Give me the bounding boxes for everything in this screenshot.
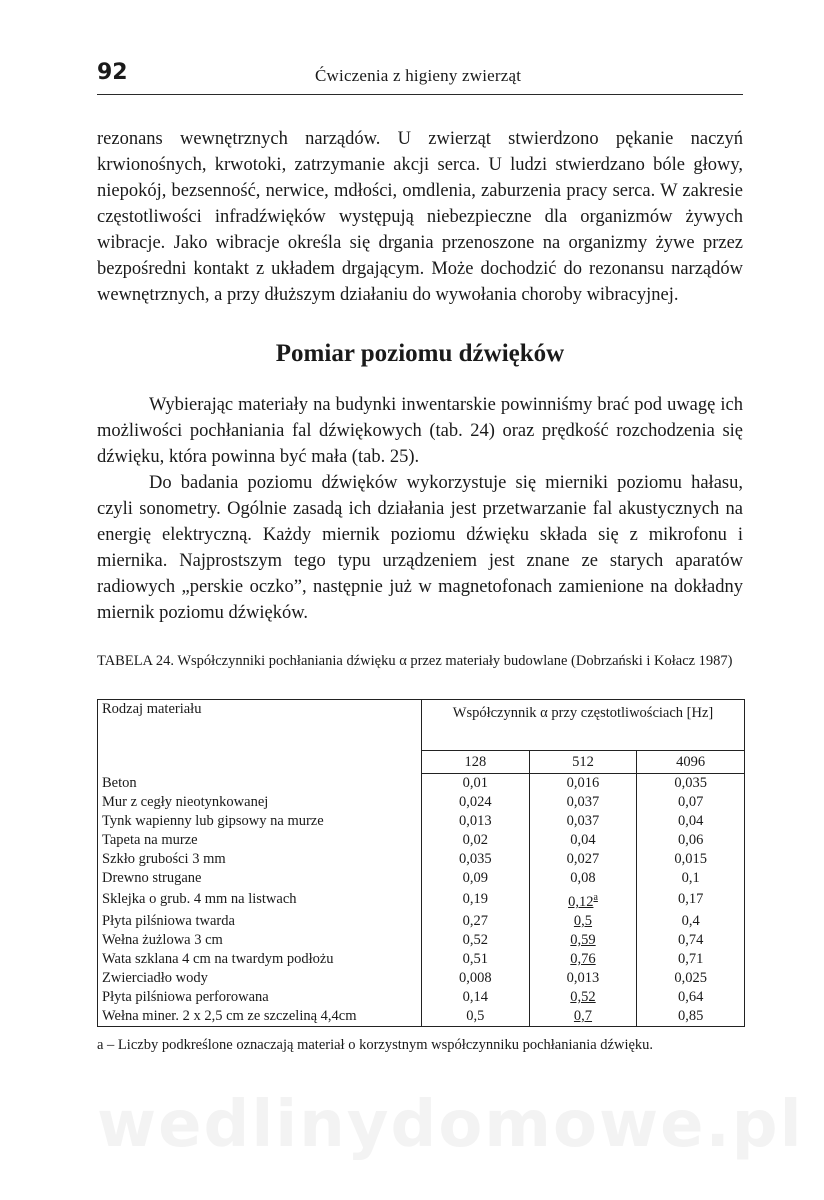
cell-value-4096: 0,025 <box>637 969 745 988</box>
cell-value-4096: 0,015 <box>637 850 745 869</box>
cell-material: Mur z cegły nieotynkowanej <box>98 793 422 812</box>
cell-value-512 <box>529 869 637 888</box>
cell-value-4096: 0,035 <box>637 774 745 794</box>
table-row <box>98 812 745 831</box>
table-row <box>98 869 745 888</box>
value-512-text: 0,027 <box>566 851 600 867</box>
cell-value-128: 0,5 <box>422 1007 530 1027</box>
cell-material: Zwierciadło wody <box>98 969 422 988</box>
value-512-text: 0,037 <box>566 794 600 810</box>
table-row <box>98 950 745 969</box>
table-row <box>98 988 745 1007</box>
cell-value-512 <box>529 774 637 794</box>
cell-value-512 <box>529 831 637 850</box>
value-512-text: 0,013 <box>566 969 600 986</box>
cell-value-128: 0,27 <box>422 912 530 931</box>
section-title: Pomiar poziomu dźwięków <box>275 340 565 367</box>
sonometers-paragraph-text: Do badania poziomu dźwięków wykorzystuje się mierniki poziomu hałasu, czyli sonometry. Ogólnie zasadą ich działania jest przetwarzanie fal akustycznych na energię elektryczną. Każdy miernik poziomu dźwięku składa się z mikrofonu i miernika. Najprostszym tego typu urządzeniem jest znane ze starych aparatów radiowych „perskie oczko”, następnie już w magnetofonach zamienione na dokładny miernik poziomu dźwięków. <box>97 473 743 623</box>
table-row <box>98 912 745 931</box>
value-512-text: 0,12 <box>568 893 594 910</box>
cell-value-128: 0,52 <box>422 931 530 950</box>
cell-value-4096: 0,4 <box>637 912 745 931</box>
header-freq-512: 512 <box>529 751 637 774</box>
cell-value-512 <box>529 888 637 912</box>
value-512-text: 0,52 <box>570 988 596 1005</box>
intro-paragraph-text: rezonans wewnętrznych narządów. U zwierząt stwierdzono pękanie naczyń krwionośnych, krwotoki, zatrzymanie akcji serca. U ludzi stwierdzano bóle głowy, niepokój, bezsenność, nerwice, mdłości, omdlenia, zaburzenia pracy serca. W zakresie częstotliwości infradźwięków występują niebezpieczne dla organizmów żywych wibracje. Jako wibracje określa się drgania przenoszone na organizmy żywe przez bezpośredni kontakt z układem drgającym. Może dochodzić do rezonansu narządów wewnętrznych, a przy dłuższym działaniu do wywołania choroby wibracyjnej. <box>97 129 743 305</box>
cell-value-4096: 0,64 <box>637 988 745 1007</box>
cell-material: Płyta pilśniowa twarda <box>98 912 422 931</box>
footnote-marker: a <box>593 892 598 903</box>
value-512-text: 0,7 <box>573 1007 593 1024</box>
materials-paragraph <box>97 392 743 470</box>
intro-paragraph <box>97 126 743 308</box>
header-freq-4096: 4096 <box>637 751 745 774</box>
running-header <box>97 60 743 95</box>
cell-value-4096: 0,17 <box>637 888 745 912</box>
cell-value-4096: 0,74 <box>637 931 745 950</box>
cell-material: Wełna żużlowa 3 cm <box>98 931 422 950</box>
table-row <box>98 774 745 794</box>
cell-value-128: 0,19 <box>422 888 530 912</box>
value-512-text: 0,59 <box>570 931 596 948</box>
cell-material: Beton <box>98 774 422 794</box>
page-number: 92 <box>97 60 128 85</box>
table-row <box>98 793 745 812</box>
table-row <box>98 888 745 912</box>
cell-material: Szkło grubości 3 mm <box>98 850 422 869</box>
cell-value-512 <box>529 793 637 812</box>
cell-value-512 <box>529 1007 637 1027</box>
cell-value-4096: 0,06 <box>637 831 745 850</box>
cell-value-4096: 0,1 <box>637 869 745 888</box>
cell-value-128: 0,14 <box>422 988 530 1007</box>
cell-value-128: 0,035 <box>422 850 530 869</box>
value-512-text: 0,76 <box>570 950 596 967</box>
header-coefficient: Współczynnik α przy częstotliwościach [Hz] <box>422 700 745 751</box>
table-row <box>98 931 745 950</box>
cell-value-128: 0,02 <box>422 831 530 850</box>
value-512-text: 0,5 <box>573 912 593 929</box>
cell-value-512 <box>529 812 637 831</box>
cell-material: Drewno strugane <box>98 869 422 888</box>
sonometers-paragraph <box>97 470 743 626</box>
value-512-text: 0,04 <box>570 832 596 848</box>
table-row <box>98 969 745 988</box>
cell-material: Sklejka o grub. 4 mm na listwach <box>98 888 422 912</box>
watermark: wedlinydomowe.pl <box>97 1088 804 1162</box>
running-title: Ćwiczenia z higieny zwierząt <box>315 66 522 85</box>
value-512-text: 0,037 <box>566 813 600 829</box>
cell-value-512 <box>529 912 637 931</box>
table-footnote: a – Liczby podkreślone oznaczają materiał o korzystnym współczynniku pochłaniania dźwięku. <box>97 1037 654 1053</box>
table-body <box>98 774 745 1027</box>
cell-value-512 <box>529 950 637 969</box>
table-caption: TABELA 24. Współczynniki pochłaniania dźwięku α przez materiały budowlane (Dobrzański i Kołacz 1987) <box>97 653 733 669</box>
cell-value-128: 0,024 <box>422 793 530 812</box>
table-row <box>98 1007 745 1027</box>
cell-value-4096: 0,07 <box>637 793 745 812</box>
table-row <box>98 850 745 869</box>
cell-value-4096: 0,71 <box>637 950 745 969</box>
cell-material: Tynk wapienny lub gipsowy na murze <box>98 812 422 831</box>
value-512-text: 0,08 <box>570 870 596 886</box>
cell-value-128: 0,008 <box>422 969 530 988</box>
absorption-table <box>97 699 745 1027</box>
cell-value-4096: 0,85 <box>637 1007 745 1027</box>
value-512-text: 0,016 <box>566 775 600 791</box>
cell-value-512 <box>529 969 637 988</box>
cell-value-128: 0,01 <box>422 774 530 794</box>
cell-value-4096: 0,04 <box>637 812 745 831</box>
cell-value-512 <box>529 850 637 869</box>
cell-value-128: 0,013 <box>422 812 530 831</box>
cell-material: Tapeta na murze <box>98 831 422 850</box>
materials-paragraph-text: Wybierając materiały na budynki inwentarskie powinniśmy brać pod uwagę ich możliwości pochłaniania fal dźwiękowych (tab. 24) oraz prędkość rozchodzenia się dźwięku, która powinna być mała (tab. 25). <box>97 395 743 467</box>
cell-value-128: 0,09 <box>422 869 530 888</box>
cell-value-512 <box>529 931 637 950</box>
cell-material: Płyta pilśniowa perforowana <box>98 988 422 1007</box>
cell-material: Wełna miner. 2 x 2,5 cm ze szczeliną 4,4cm <box>98 1007 422 1027</box>
cell-value-128: 0,51 <box>422 950 530 969</box>
header-freq-128: 128 <box>422 751 530 774</box>
cell-material: Wata szklana 4 cm na twardym podłożu <box>98 950 422 969</box>
table-row <box>98 831 745 850</box>
header-material: Rodzaj materiału <box>98 700 422 774</box>
cell-value-512 <box>529 988 637 1007</box>
